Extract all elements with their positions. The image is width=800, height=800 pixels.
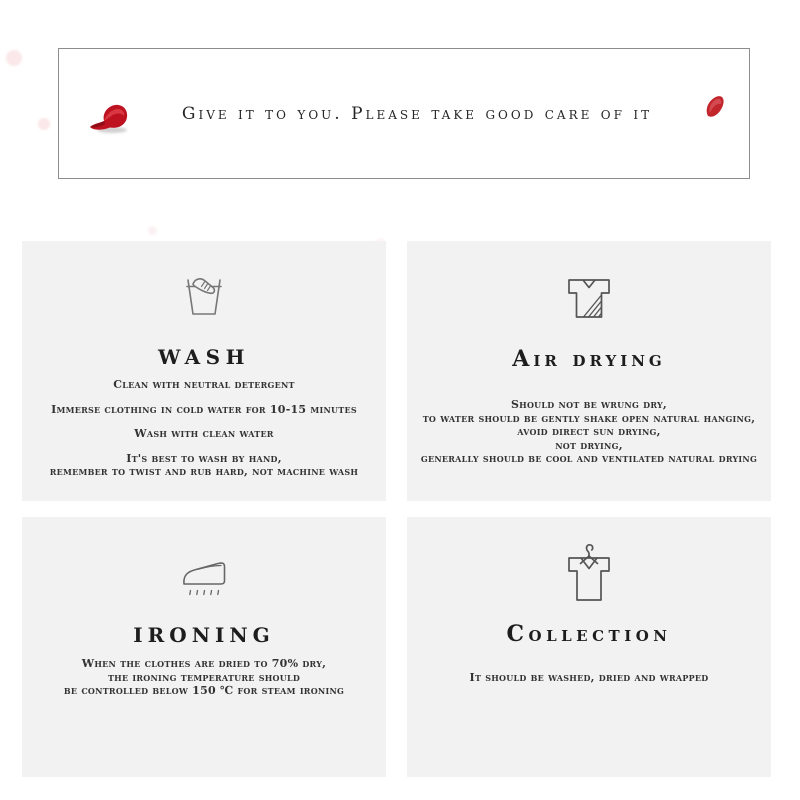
care-panel-air-drying xyxy=(407,241,771,501)
panel-body xyxy=(470,671,709,685)
iron-icon xyxy=(178,554,230,608)
care-panel-ironing xyxy=(22,517,386,777)
rose-petal-icon xyxy=(88,100,130,136)
care-line: the ironing temperature should xyxy=(107,670,301,684)
pink-speck xyxy=(6,50,22,66)
banner-title: Give it to you. Please take good care of it xyxy=(181,103,653,124)
care-banner xyxy=(58,48,750,179)
panel-title: Air drying xyxy=(512,346,666,372)
care-line: Clean with neutral detergent xyxy=(113,378,295,391)
care-line: When the clothes are dried to 70% dry, xyxy=(81,657,327,670)
panel-body xyxy=(50,378,358,479)
care-line: to water should be gently shake open natural hanging, xyxy=(422,411,756,425)
care-line: It's best to wash by hand, xyxy=(126,451,282,465)
care-panel-wash xyxy=(22,241,386,501)
care-line: avoid direct sun drying, xyxy=(517,425,661,438)
hand-wash-icon xyxy=(180,274,228,320)
care-panel-collection xyxy=(407,517,771,777)
rose-petal-icon xyxy=(703,94,731,124)
care-line: remember to twist and rub hard, not machine wash xyxy=(49,465,359,478)
panel-body xyxy=(64,657,344,698)
pink-speck xyxy=(148,226,157,235)
care-line: Wash with clean water xyxy=(134,427,274,440)
drip-dry-shirt-icon xyxy=(563,275,615,321)
care-line: Should not be wrung dry, xyxy=(510,398,668,411)
panel-title: Collection xyxy=(506,621,672,647)
panel-body xyxy=(421,398,757,466)
care-line: be controlled below 150 ℃ for steam ironing xyxy=(63,684,345,697)
care-line: It should be washed, dried and wrapped xyxy=(469,671,709,684)
care-line: Immerse clothing in cold water for 10-15 minutes xyxy=(51,402,357,416)
care-line: not drying, xyxy=(555,438,623,452)
hanger-shirt-icon xyxy=(561,542,617,612)
panel-title: WASH xyxy=(157,345,251,369)
panel-title: IRONING xyxy=(133,623,275,647)
care-line: generally should be cool and ventilated natural drying xyxy=(420,452,758,465)
pink-speck xyxy=(38,118,50,130)
